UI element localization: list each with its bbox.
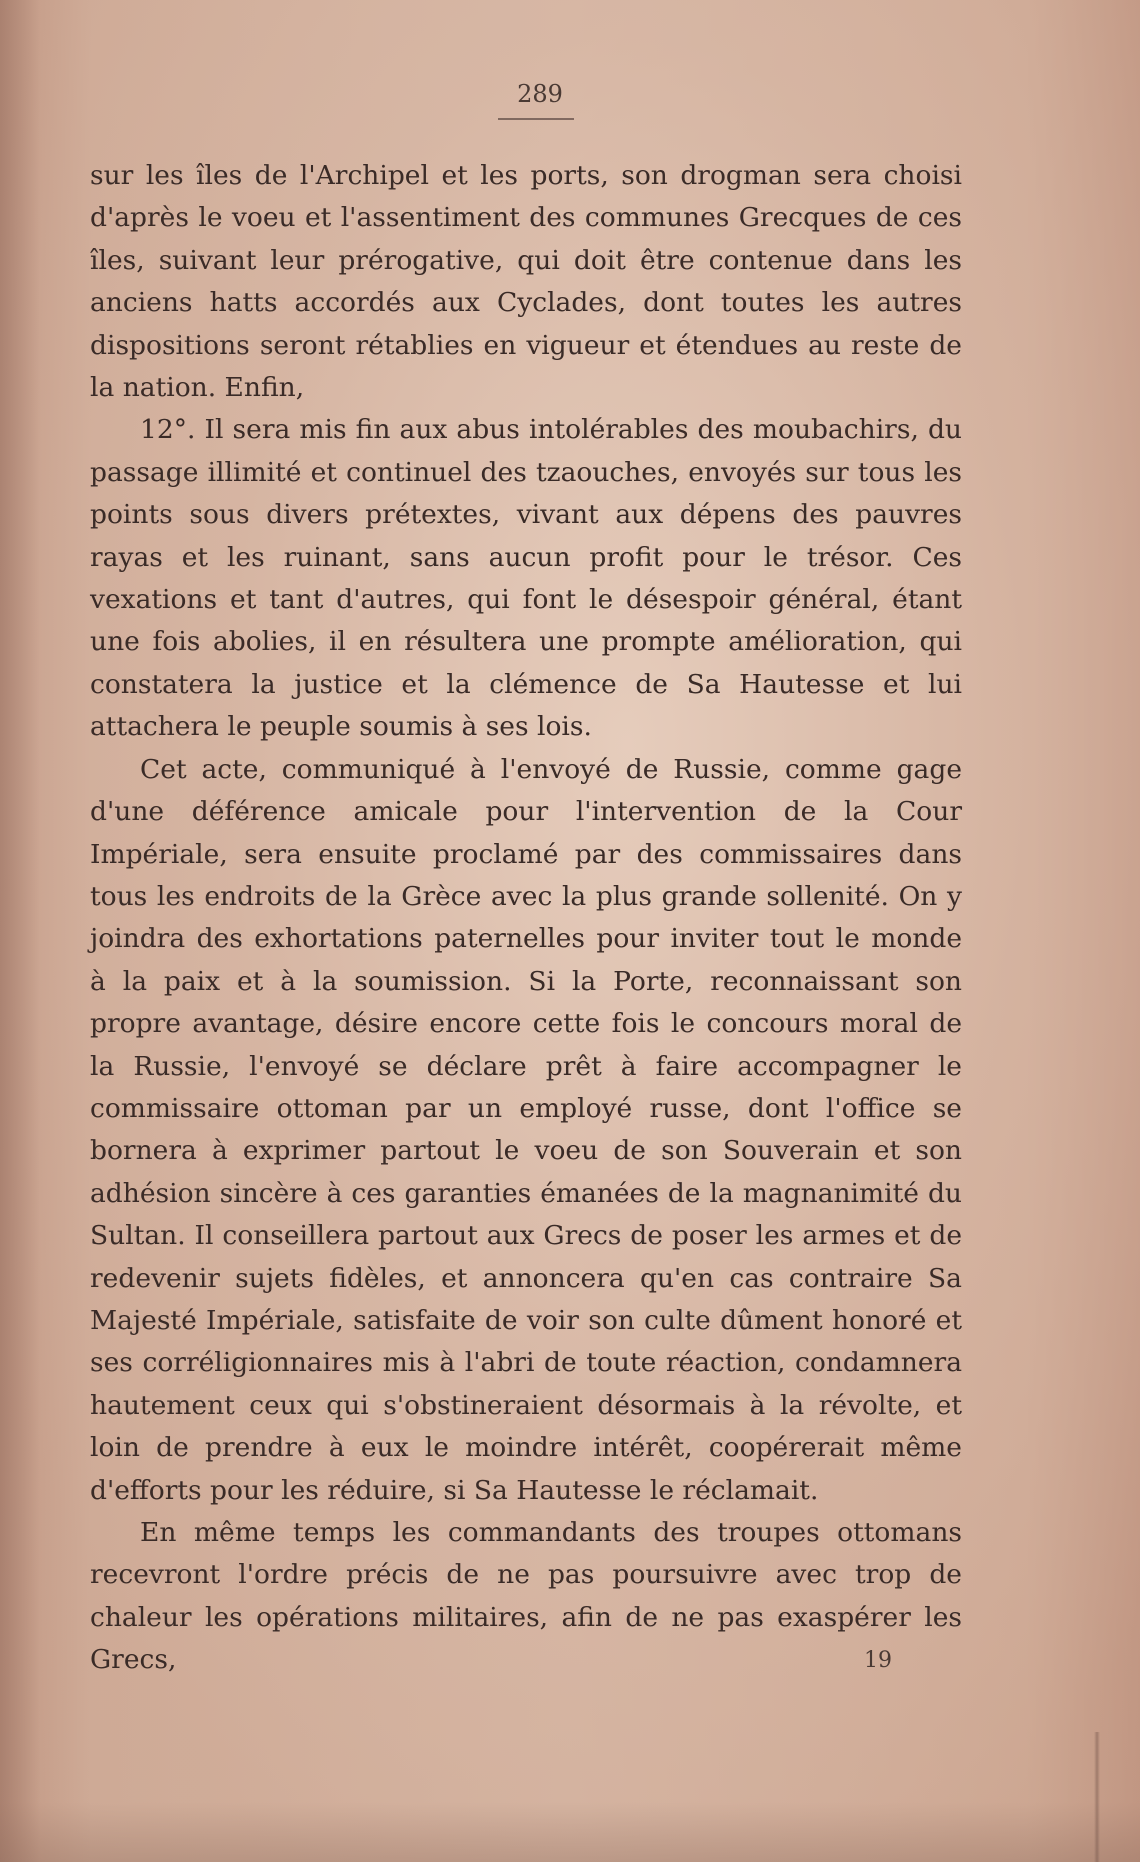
binding-crease <box>1094 1732 1100 1862</box>
page-shadow-bottom <box>0 1802 1140 1862</box>
paragraph-2: 12°. Il sera mis fin aux abus intolérables des moubachirs, du passage illimité et continuel des tzaouches, envoyés sur tous les points sous divers prétextes, vivant aux dépens des pauvres rayas et les ruinant, sans aucun profit pour le trésor. Ces vexations et tant d'autres, qui font le désespoir général, étant une fois abolies, il en résultera une prompte amélioration, qui constatera la justice et la clémence de Sa Hautesse et lui attachera le peuple soumis à ses lois. <box>90 414 962 743</box>
page-shadow-left <box>0 0 40 1862</box>
page-number: 289 <box>517 80 563 108</box>
paragraph-4: En même temps les commandants des troupes ottomans recevront l'ordre précis de ne pas poursuivre avec trop de chaleur les opérations militaires, afin de ne pas exaspérer les Grecs, <box>90 1517 962 1676</box>
signature-mark: 19 <box>864 1648 892 1673</box>
page-number-rule <box>498 118 574 120</box>
paragraph-3: Cet acte, communiqué à l'envoyé de Russie, comme gage d'une déférence amicale pour l'intervention de la Cour Impériale, sera ensuite proclamé par des commissaires dans tous les endroits de la Grèce avec la plus grande sollenité. On y joindra des exhortations paternelles pour inviter tout le monde à la paix et à la soumission. Si la Porte, reconnaissant son propre avantage, désire encore cette fois le concours moral de la Russie, l'envoyé se déclare prêt à faire accompagner le commissaire ottoman par un employé russe, dont l'office se bornera à exprimer partout le voeu de son Souverain et son adhésion sincère à ces garanties émanées de la magnanimité du Sultan. Il conseillera partout aux Grecs de poser les armes et de redevenir sujets fidèles, et annoncera qu'en cas contraire Sa Majesté Impériale, satisfaite de voir son culte dûment honoré et ses corréligionnaires mis à l'abri de toute réaction, condamnera hautement ceux qui s'obstineraient désormais à la révolte, et loin de prendre à eux le moindre intérêt, coopérerait même d'efforts pour les réduire, si Sa Hautesse le réclamait. <box>90 753 962 1506</box>
paragraph-1: sur les îles de l'Archipel et les ports, son drogman sera choisi d'après le voeu et l'assentiment des communes Grecques de ces îles, suivant leur prérogative, qui doit être contenue dans les anciens hatts accordés aux Cyclades, dont toutes les autres dispositions seront rétablies en vigueur et étendues au reste de la nation. Enfin, <box>90 160 962 404</box>
body-text <box>90 155 962 1682</box>
